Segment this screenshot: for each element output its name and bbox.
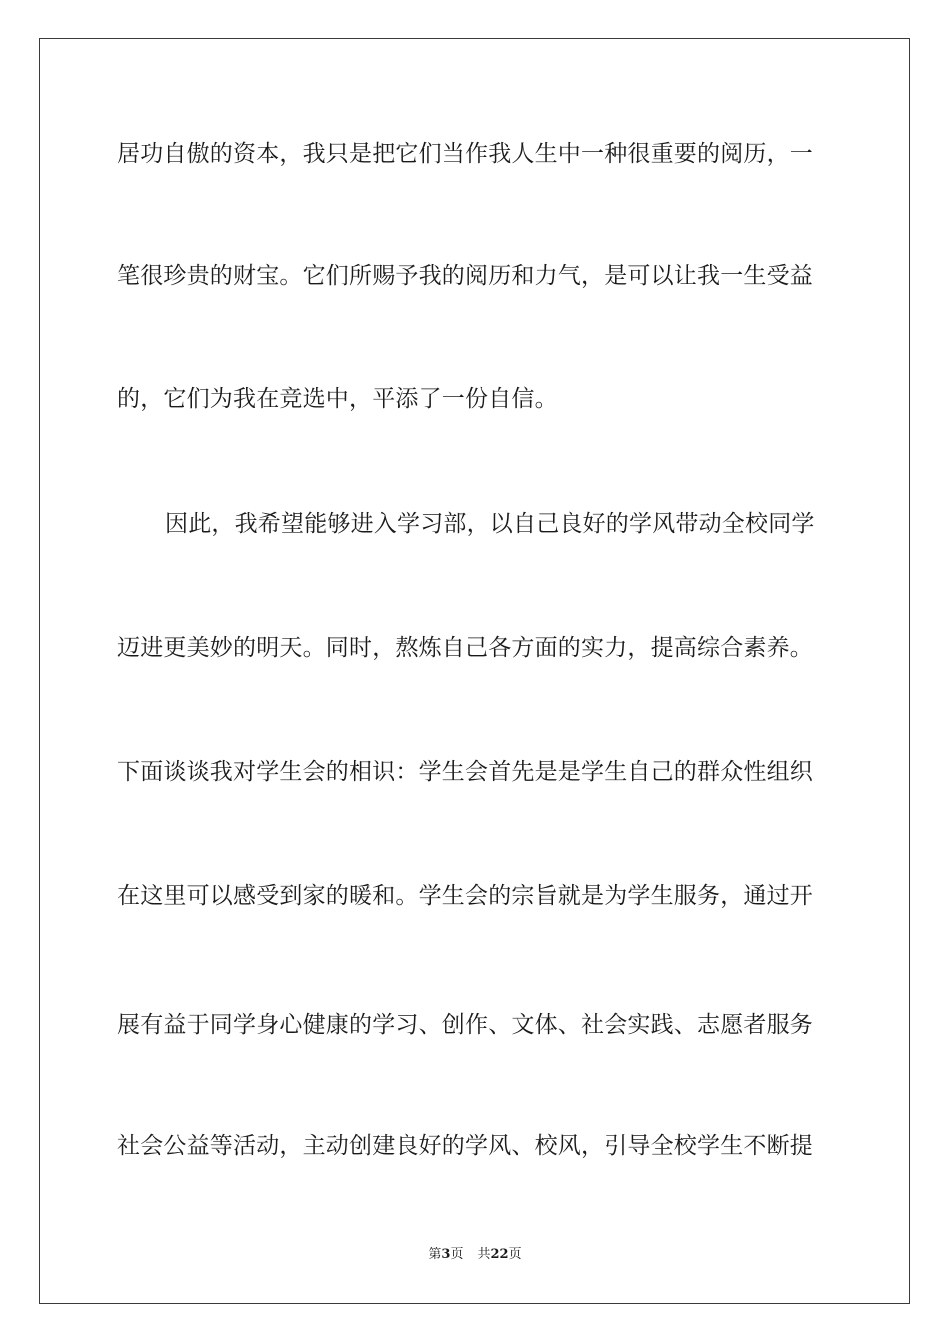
body-text-line: 的，它们为我在竞选中，平添了一份自信。: [117, 386, 558, 412]
body-text-line: 迈进更美妙的明天。同时，熬炼自己各方面的实力，提高综合素养。: [117, 635, 813, 661]
body-text-line: 在这里可以感受到家的暖和。学生会的宗旨就是为学生服务，通过开: [117, 883, 813, 909]
page-suffix: 页: [450, 1247, 464, 1262]
total-prefix: 共: [477, 1247, 491, 1262]
body-text-line: 笔很珍贵的财宝。它们所赐予我的阅历和力气，是可以让我一生受益: [117, 263, 813, 289]
body-text-line: 居功自傲的资本，我只是把它们当作我人生中一种很重要的阅历，一: [117, 141, 813, 167]
body-text-line: 社会公益等活动，主动创建良好的学风、校风，引导全校学生不断提: [117, 1133, 813, 1159]
body-text-line: 下面谈谈我对学生会的相识：学生会首先是是学生自己的群众性组织: [117, 759, 813, 785]
page-frame: [39, 38, 910, 1304]
paragraph-start-line: 因此，我希望能够进入学习部，以自己良好的学风带动全校同学: [165, 511, 815, 537]
body-text-line: 展有益于同学身心健康的学习、创作、文体、社会实践、志愿者服务: [117, 1012, 813, 1038]
page-prefix: 第: [428, 1247, 442, 1262]
total-page-count: 22: [490, 1247, 509, 1262]
total-suffix: 页: [508, 1247, 522, 1262]
page-footer: [0, 1246, 950, 1264]
current-page-number: 3: [441, 1247, 451, 1262]
